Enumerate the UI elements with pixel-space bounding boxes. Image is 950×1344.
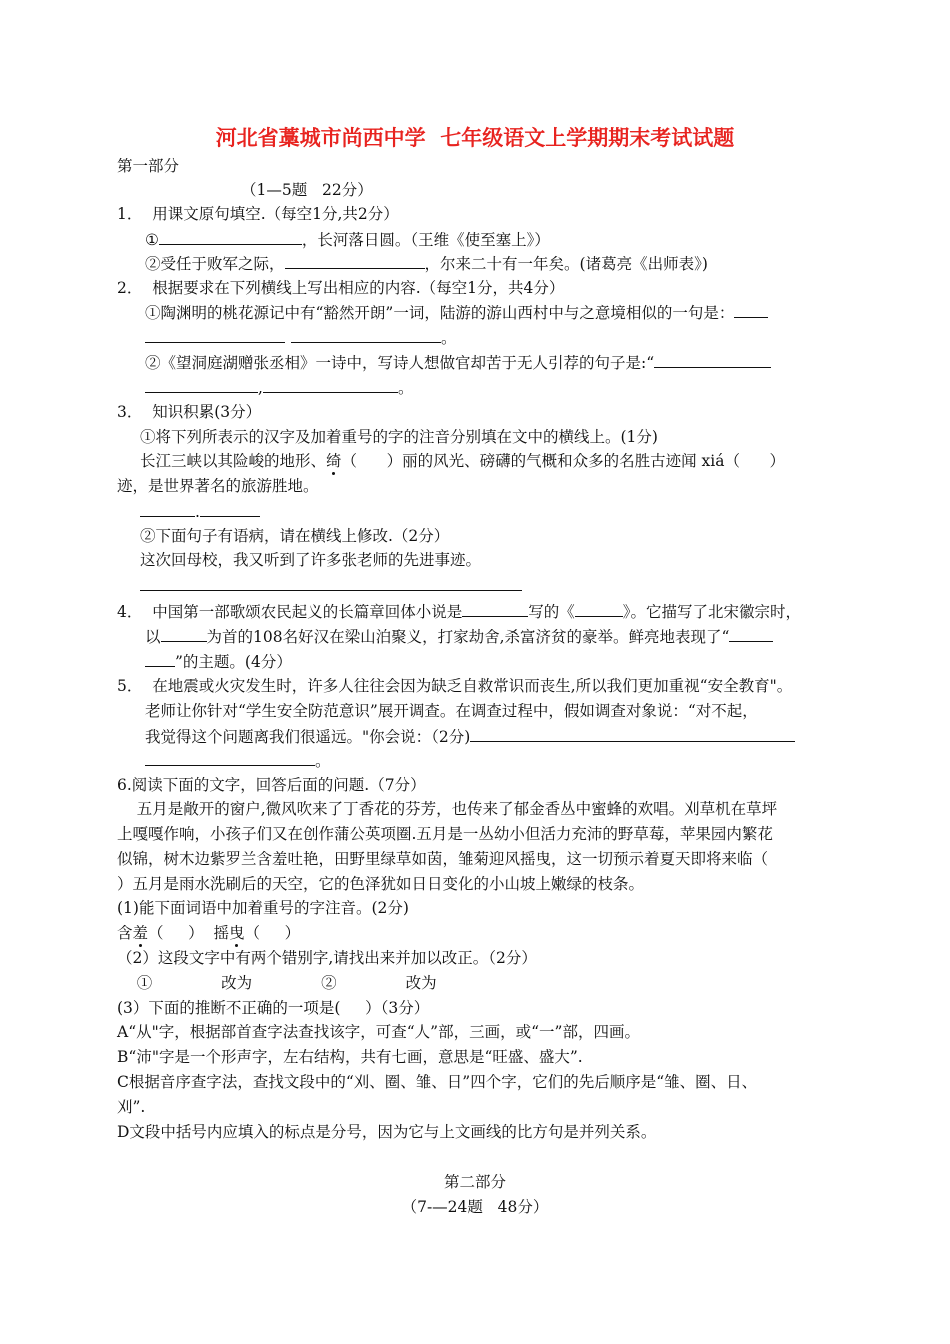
q1-line2: [145, 253, 708, 274]
answer-blank[interactable]: [145, 327, 285, 343]
q1-line2-suffix: ，尔来二十有一年矣。(诸葛亮《出师表》): [424, 255, 708, 273]
emphasized-char: 羞: [132, 924, 149, 942]
q6-sub1-words: [117, 923, 300, 943]
q4-line2: [145, 626, 773, 647]
answer-blank[interactable]: [285, 253, 425, 269]
q3-line1: ①将下列所表示的汉字及加着重号的字的注音分别填在文中的横线上。(1分): [140, 428, 658, 446]
option-d: D文段中括号内应填入的标点是分号，因为它与上文画线的比方句是并列关系。: [117, 1123, 657, 1141]
q5-line3-text: 我觉得这个问题离我们很遥远。"你会说：（2分): [145, 728, 471, 746]
answer-blank[interactable]: [291, 327, 441, 343]
part2-range: （7-—24题 48分）: [401, 1198, 549, 1216]
q3-line5: ②下面句子有语病，请在横线上修改.（2分）: [140, 527, 450, 545]
word-part: （ ） 摇: [148, 924, 230, 942]
q3-line2: [140, 451, 785, 471]
q2-line4: [145, 377, 413, 398]
answer-blank[interactable]: [200, 501, 260, 517]
q2-line2: [145, 327, 457, 348]
q2-line1: [145, 302, 768, 323]
answer-blank[interactable]: [145, 651, 175, 667]
q6-sub2-line: ① 改为 ② 改为: [117, 974, 437, 992]
q6-sub1: (1)能下面词语中加着重号的字注音。(2分): [117, 899, 409, 917]
q3-line2-a: 长江三峡以其险峻的地形、: [140, 452, 327, 470]
q4-line3: [145, 651, 292, 672]
q1-line1-prefix: ①: [145, 231, 159, 249]
emphasized-char: 绮: [326, 452, 342, 470]
q6-sub2: （2）这段文字中有两个错别字,请找出来并加以改正。（2分）: [117, 949, 537, 967]
answer-blank[interactable]: [575, 601, 623, 617]
q3-answer-line[interactable]: [140, 590, 522, 591]
q4-line3-text: ”的主题。(4分）: [175, 653, 292, 671]
q2-line1-text: ①陶渊明的桃花源记中有“豁然开朗”一词，陆游的游山西村中与之意境相似的一句是：: [145, 304, 735, 322]
answer-blank[interactable]: [161, 626, 207, 642]
q2-line4-end: 。: [397, 379, 414, 397]
option-b: B“沛"字是一个形声字，左右结构，共有七画，意思是“旺盛、盛大”.: [117, 1048, 583, 1066]
q5-line2: 老师让你针对“学生安全防范意识”展开调查。在调查过程中，假如调查对象说：“对不起，: [145, 702, 758, 720]
q5-line4-end: 。: [315, 752, 331, 770]
q6-passage-line: 上嘎嘎作响，小孩子们又在创作蒲公英项圈.五月是一丛幼小但活力充沛的野草莓，苹果园内繁花: [117, 825, 773, 843]
part1-range: （1—5题 22分）: [241, 181, 373, 199]
word-part: 含: [117, 924, 133, 942]
q1-line1-suffix: ，长河落日圆。（王维《使至塞上》）: [301, 231, 550, 249]
word-part: （ ）: [244, 924, 301, 942]
q6-sub3: (3）下面的推断不正确的一项是( ）（3分）: [117, 999, 430, 1017]
option-c-cont: 刈”.: [117, 1098, 146, 1116]
q1-line2-prefix: ②受任于败军之际，: [145, 255, 285, 273]
q3-line4-dot: .: [195, 503, 200, 521]
answer-blank[interactable]: [145, 377, 258, 393]
exam-title: 河北省藁城市尚西中学 七年级语文上学期期末考试试题: [215, 126, 735, 150]
q2-line2-end: 。: [441, 329, 457, 347]
answer-blank[interactable]: [159, 229, 302, 245]
q4-line2-a: 以: [145, 628, 161, 646]
answer-blank[interactable]: [140, 501, 195, 517]
answer-blank[interactable]: [462, 601, 528, 617]
q3-line4: [140, 501, 260, 522]
q6-passage-line: 似锦，树木边紫罗兰含羞吐艳，田野里绿草如茵，雏菊迎风摇曳，这一切预示着夏天即将来临（: [117, 850, 769, 868]
answer-blank[interactable]: [263, 377, 398, 393]
q2-stem: 2． 根据要求在下列横线上写出相应的内容.（每空1分，共4分）: [117, 279, 565, 297]
part2-heading: 第二部分: [443, 1173, 506, 1191]
q5-line3: [145, 726, 795, 747]
q6-stem: 6.阅读下面的文字，回答后面的问题.（7分）: [117, 776, 426, 794]
q3-line2-b: （ ）丽的风光、磅礴的气概和众多的名胜古迹闻 xiá（ ）: [341, 452, 786, 470]
q1-stem: 1． 用课文原句填空.（每空1分,共2分）: [117, 205, 399, 223]
q2-line3-text: ②《望洞庭湖赠张丞相》一诗中，写诗人想做官却苦于无人引荐的句子是:“: [145, 354, 655, 372]
part1-heading: 第一部分: [117, 157, 180, 175]
q5-line4: [145, 750, 331, 771]
answer-blank[interactable]: [734, 302, 768, 318]
q3-stem: 3． 知识积累(3分）: [117, 403, 262, 421]
q5-line1: 5． 在地震或火灾发生时，许多人往往会因为缺乏自救常识而丧生,所以我们更加重视“安全教育"。: [117, 677, 793, 695]
option-c: C根据音序查字法，查找文段中的“刈、圈、雏、日”四个字，它们的先后顺序是“雏、圈、日、: [117, 1073, 758, 1091]
q4-line1: [117, 601, 801, 622]
q2-line4-comma: ,: [258, 379, 263, 397]
option-a: A“从"字，根据部首查字法查找该字，可查“人”部，三画，或“一”部，四画。: [117, 1023, 640, 1041]
q4-line1-c: 》。它描写了北宋徽宗时，: [622, 603, 801, 621]
q6-passage-line: ）五月是雨水洗刷后的天空，它的色泽犹如日日变化的小山坡上嫩绿的枝条。: [117, 875, 645, 893]
q4-line1-b: 写的《: [528, 603, 575, 621]
answer-blank[interactable]: [654, 352, 771, 368]
q4-line2-b: 为首的108名好汉在梁山泊聚义，打家劫舍,杀富济贫的豪举。鲜亮地表现了“: [206, 628, 730, 646]
q3-line3: 迹，是世界著名的旅游胜地。: [117, 477, 319, 495]
answer-blank[interactable]: [470, 726, 795, 742]
q1-line1: [145, 229, 550, 250]
q6-passage-line: 五月是敞开的窗户,微风吹来了丁香花的芬芳，也传来了郁金香丛中蜜蜂的欢唱。刈草机在草坪: [117, 800, 778, 818]
q2-line3: [145, 352, 771, 373]
answer-blank[interactable]: [729, 626, 773, 642]
q3-line6: 这次回母校，我又听到了许多张老师的先进事迹。: [140, 551, 482, 569]
q4-line1-a: 4． 中国第一部歌颂农民起义的长篇章回体小说是: [117, 603, 463, 621]
answer-blank[interactable]: [145, 750, 315, 766]
emphasized-char: 曳: [229, 924, 245, 942]
